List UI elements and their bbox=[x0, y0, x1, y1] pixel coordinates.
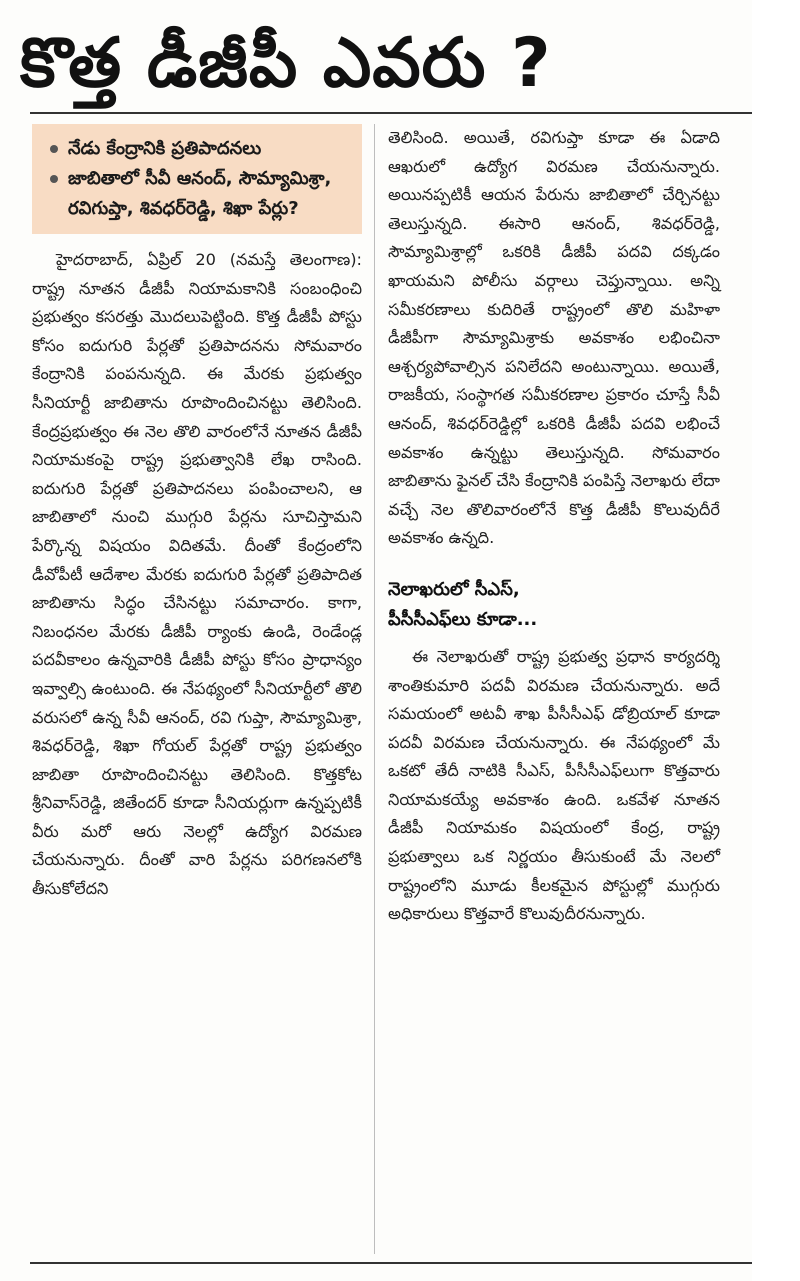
highlight-text: నేడు కేంద్రానికి ప్రతిపాదనలు bbox=[68, 138, 262, 159]
page-margin bbox=[752, 0, 800, 1281]
subheading-line-1: నెలాఖరులో సీఎస్, bbox=[388, 578, 520, 600]
headline: కొత్త డీజీపీ ఎవరు ? bbox=[20, 24, 552, 103]
right-column bbox=[388, 124, 720, 929]
right-column-body-1: తెలిసింది. అయితే, రవిగుప్తా కూడా ఈ ఏడాది ఆఖరులో ఉద్యోగ విరమణ చేయనున్నారు. అయినప్పటికీ ఆయన పేరును జాబితాలో చేర్చినట్టు తెలుస్తున్నది. ఈసారి ఆనంద్, శివధర్‌రెడ్డి, సౌమ్యామిశ్రాల్లో ఒకరికి డీజీపీ పదవి దక్కడం ఖాయమని పోలీసు వర్గాలు చెప్తున్నాయి. అన్ని సమీకరణాలు కుదిరితే రాష్ట్రంలో తొలి మహిళా డీజీపీగా సౌమ్యామిశ్రాకు అవకాశం లభించినా ఆశ్చర్యపోవాల్సిన పనిలేదని అంటున్నాయి. అయితే, రాజకీయ, సంస్థాగత సమీకరణాల ప్రకారం చూస్తే సీవీ ఆనంద్, శివధర్‌రెడ్డిల్లో ఒకరికి డీజీపీ పదవి లభించే అవకాశం ఉన్నట్టు తెలుస్తున్నది. సోమవారం జాబితాను ఫైనల్ చేసి కేంద్రానికి పంపిస్తే నెలాఖరు లేదా వచ్చే నెల తొలివారంలోనే కొత్త డీజీపీ కొలువుదీరే అవకాశం ఉన్నది. bbox=[388, 128, 720, 548]
left-column bbox=[32, 124, 362, 904]
headline-divider bbox=[30, 112, 770, 114]
subheading-line-2: పీసీసీఎఫ్‌లు కూడా... bbox=[388, 608, 538, 630]
bullet-icon bbox=[50, 175, 58, 183]
bullet-icon bbox=[50, 145, 58, 153]
left-column-body: హైదరాబాద్, ఏప్రిల్ 20 (నమస్తే తెలంగాణ): రాష్ట్ర నూతన డీజీపీ నియామకానికి సంబంధించి ప్రభుత్వం కసరత్తు మొదలుపెట్టింది. కొత్త డీజీపీ పోస్టు కోసం ఐదుగురి పేర్లతో ప్రతిపాదనను సోమవారం కేంద్రానికి పంపనున్నది. ఈ మేరకు ప్రభుత్వం సీనియార్టీ జాబితాను రూపొందించినట్టు తెలిసింది. కేంద్రప్రభుత్వం ఈ నెల తొలి వారంలోనే నూతన డీజీపీ నియామకంపై రాష్ట్ర ప్రభుత్వానికి లేఖ రాసింది. ఐదుగురి పేర్లతో ప్రతిపాదనలు పంపించాలని, ఆ జాబితాలో నుంచి ముగ్గురి పేర్లను సూచిస్తామని పేర్కొన్న విషయం విదితమే. దీంతో కేంద్రంలోని డీవోపీటీ ఆదేశాల మేరకు ఐదుగురి పేర్లతో ప్రతిపాదిత జాబితాను సిద్ధం చేసినట్టు సమాచారం. కాగా, నిబంధనల మేరకు డీజీపీ ర్యాంకు ఉండి, రెండేండ్ల పదవీకాలం ఉన్నవారికి డీజీపీ పోస్టు కోసం ప్రాధాన్యం ఇవ్వాల్సి ఉంటుంది. ఈ నేపథ్యంలో సీనియార్టీలో తొలి వరుసలో ఉన్న సీవీ ఆనంద్, రవి గుప్తా, సౌమ్యామిశ్రా, శివధర్‌రెడ్డి, శిఖా గోయల్ పేర్లతో రాష్ట్ర ప్రభుత్వం జాబితా రూపొందించినట్టు తెలిసింది. కొత్తకోట శ్రీనివాస్‌రెడ్డి, జితేందర్ కూడా సీనియర్లుగా ఉన్నప్పటికీ వీరు మరో ఆరు నెలల్లో ఉద్యోగ విరమణ చేయనున్నారు. దీంతో వారి పేర్లను పరిగణనలోకి తీసుకోలేదని bbox=[32, 250, 362, 899]
bottom-divider bbox=[30, 1262, 770, 1264]
highlights-box bbox=[32, 124, 362, 234]
highlight-item bbox=[46, 164, 350, 224]
highlight-text: జాబితాలో సీవీ ఆనంద్, సౌమ్యామిశ్రా, రవిగుప్తా, శివధర్‌రెడ్డి, శిఖా పేర్లు? bbox=[68, 168, 332, 219]
column-divider bbox=[374, 124, 375, 1254]
right-column-body-2: ఈ నెలాఖరుతో రాష్ట్ర ప్రభుత్వ ప్రధాన కార్యదర్శి శాంతికుమారి పదవీ విరమణ చేయనున్నారు. అదే సమయంలో అటవీ శాఖ పీసీసీఎఫ్ డోబ్రియాల్ కూడా పదవీ విరమణ చేయనున్నారు. ఈ నేపథ్యంలో మే ఒకటో తేదీ నాటికి సీఎస్, పీసీసీఎఫ్‌లుగా కొత్తవారు నియామకయ్యే అవకాశం ఉంది. ఒకవేళ నూతన డీజీపీ నియామకం విషయంలో కేంద్ర, రాష్ట్ర ప్రభుత్వాలు ఒక నిర్ణయం తీసుకుంటే మే నెలలో రాష్ట్రంలోని మూడు కీలకమైన పోస్టుల్లో ముగ్గురు అధికారులు కొత్తవారే కొలువుదీరనున్నారు. bbox=[388, 646, 720, 924]
subheading bbox=[388, 575, 720, 635]
highlight-item bbox=[46, 134, 350, 164]
